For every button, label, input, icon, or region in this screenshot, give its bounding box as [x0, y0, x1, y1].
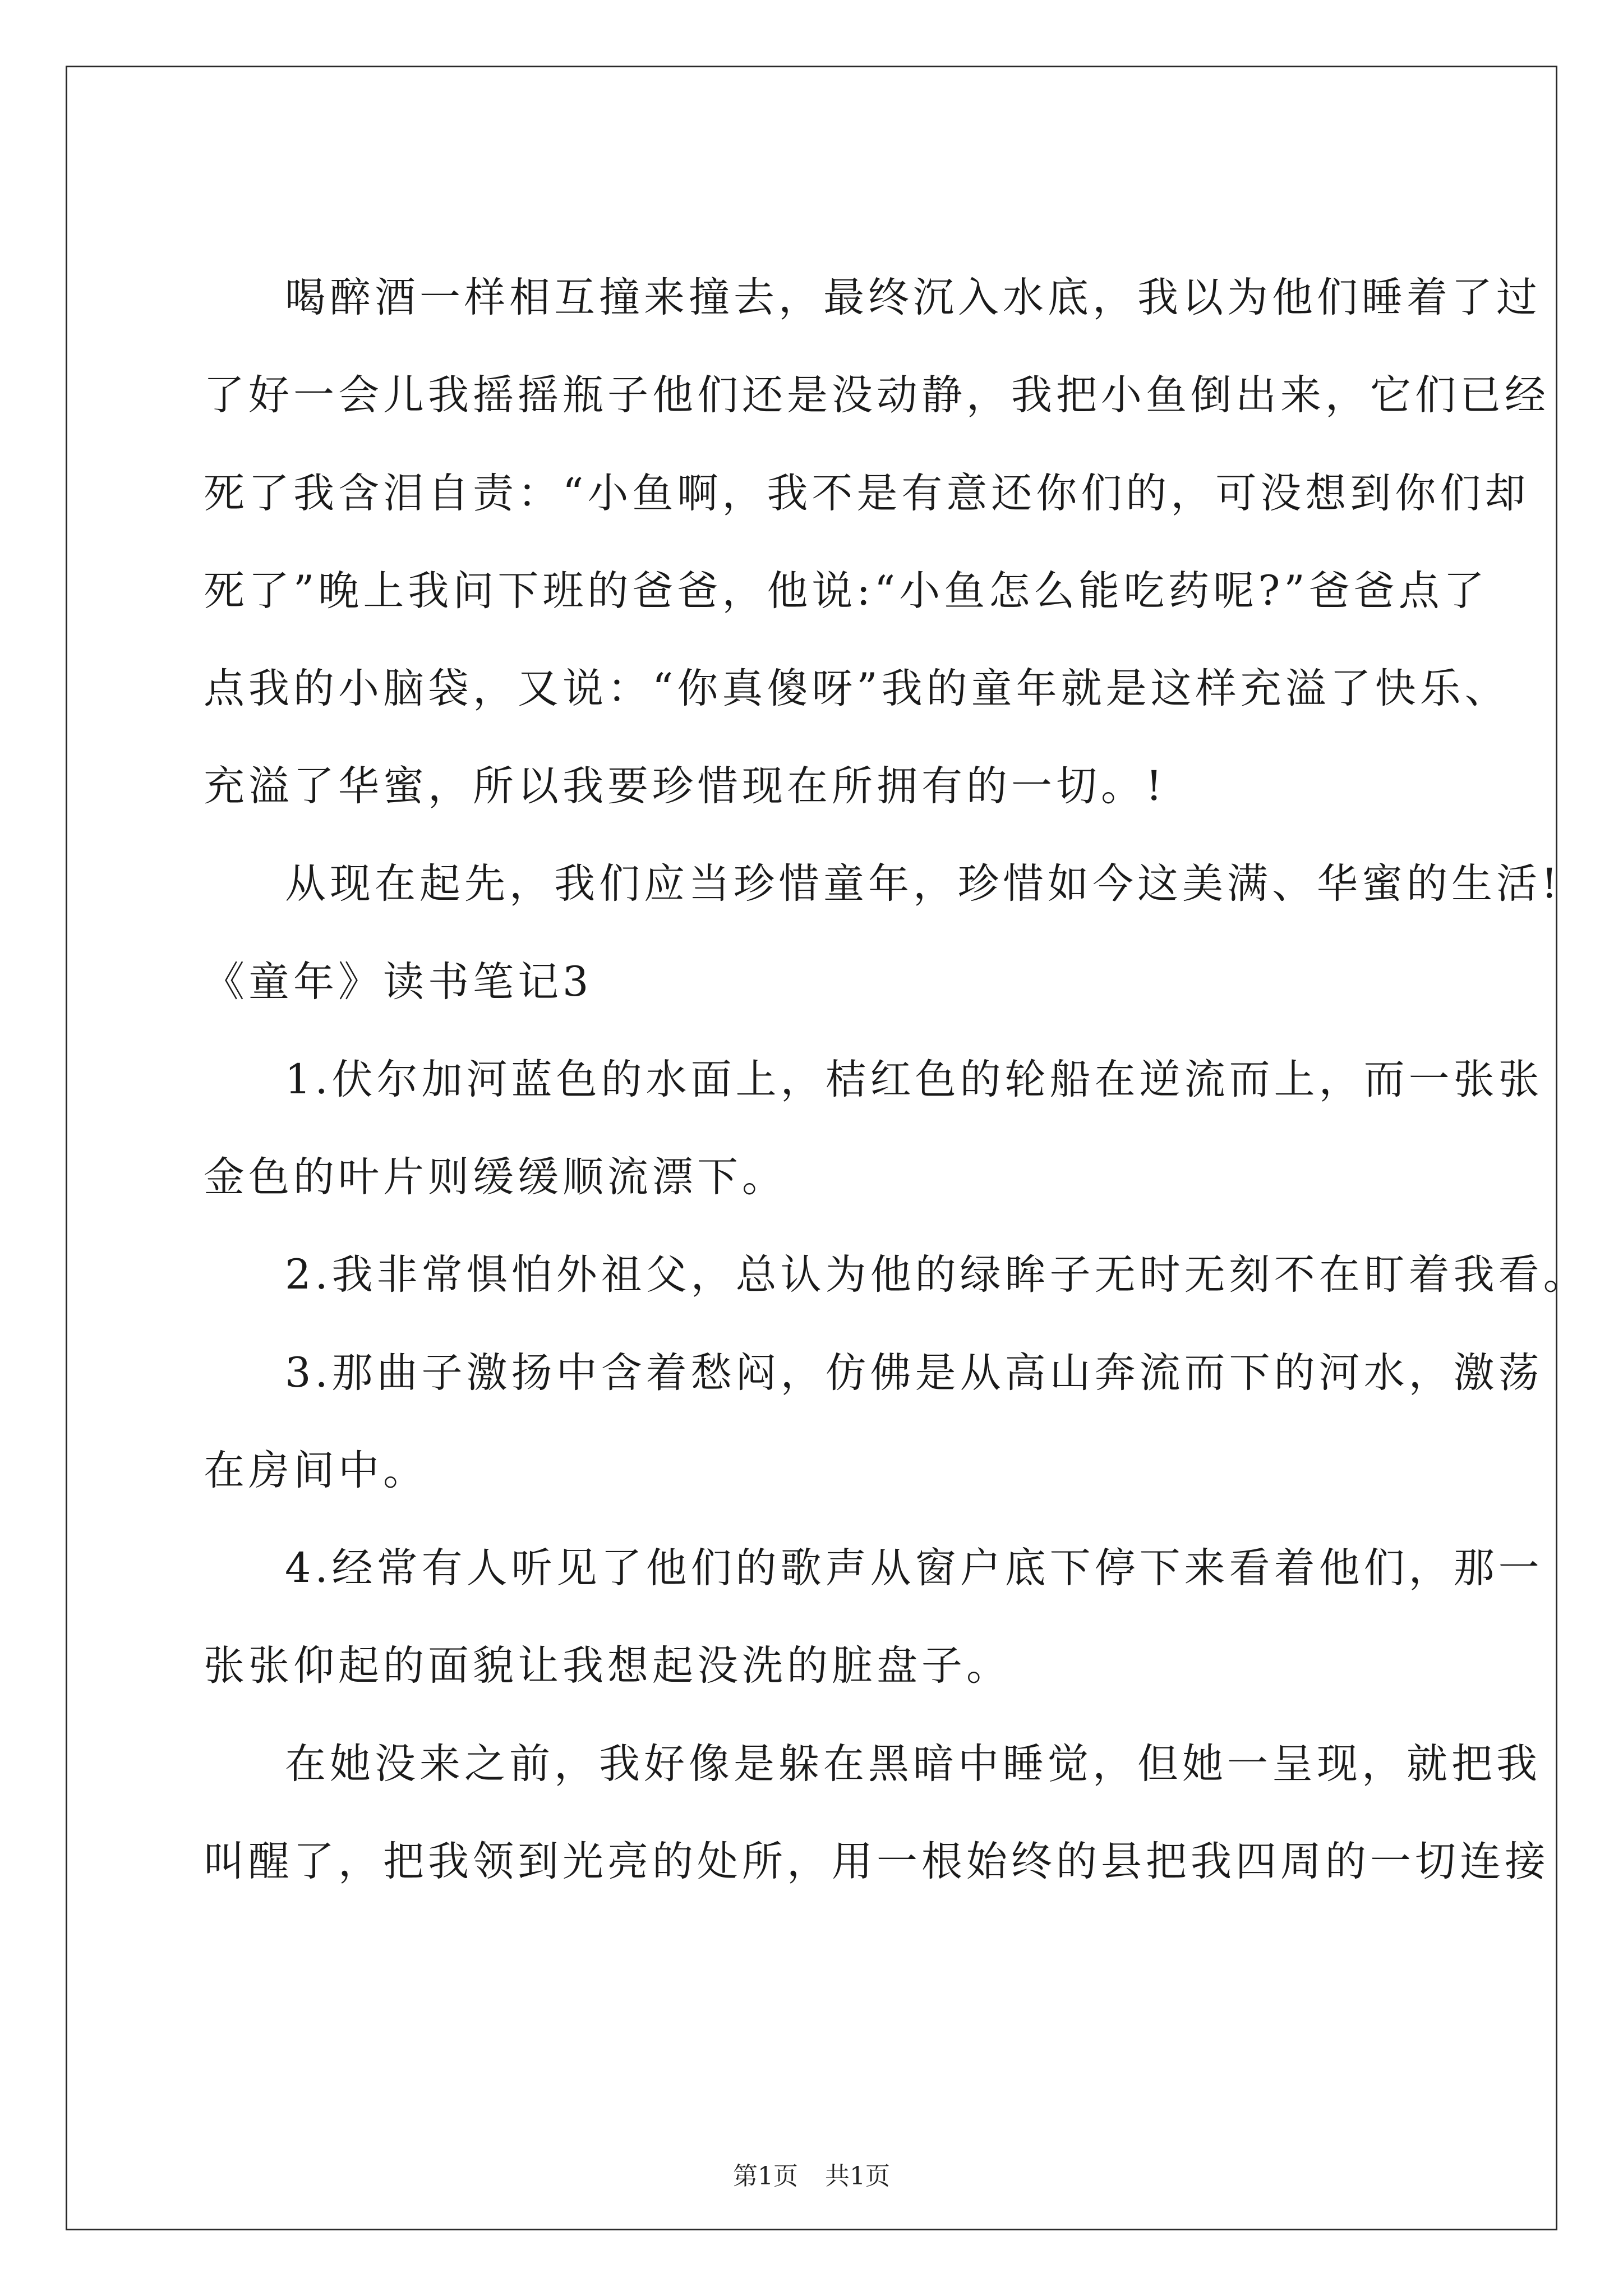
- text-line: 死了”晚上我问下班的爸爸，他说:“小鱼怎么能吃药呢?”爸爸点了: [204, 567, 1488, 615]
- page-number-total: 共1页: [825, 2162, 890, 2191]
- text-line: 点我的小脑袋，又说：“你真傻呀”我的童年就是这样充溢了快乐、: [204, 665, 1510, 712]
- document-body: [67, 67, 1588, 2229]
- text-line: 在她没来之前，我好像是躲在黑暗中睡觉，但她一呈现，就把我: [285, 1740, 1541, 1788]
- text-line: 了好一会儿我摇摇瓶子他们还是没动静，我把小鱼倒出来，它们已经: [204, 371, 1550, 419]
- text-line: 喝醉酒一样相互撞来撞去，最终沉入水底，我以为他们睡着了过: [285, 274, 1541, 321]
- text-line: 1.伏尔加河蓝色的水面上，桔红色的轮船在逆流而上，而一张张: [285, 1056, 1543, 1103]
- text-line: 金色的叶片则缓缓顺流漂下。: [204, 1153, 787, 1201]
- page-number-current: 第1页: [733, 2162, 798, 2191]
- text-line: 叫醒了，把我领到光亮的处所，用一根始终的县把我四周的一切连接: [204, 1838, 1550, 1885]
- text-line: 充溢了华蜜，所以我要珍惜现在所拥有的一切。!: [204, 762, 1166, 810]
- text-line: 张张仰起的面貌让我想起没洗的脏盘子。: [204, 1642, 1011, 1690]
- text-line: 4.经常有人听见了他们的歌声从窗户底下停下来看着他们，那一: [285, 1544, 1543, 1592]
- text-line: 2.我非常惧怕外祖父，总认为他的绿眸子无时无刻不在盯着我看。: [285, 1251, 1588, 1299]
- text-line: 死了我含泪自责：“小鱼啊，我不是有意还你们的，可没想到你们却: [204, 470, 1530, 517]
- text-line: 3.那曲子激扬中含着愁闷，仿佛是从高山奔流而下的河水，激荡: [285, 1349, 1543, 1397]
- text-line: 在房间中。: [204, 1447, 428, 1494]
- section-heading: 《童年》读书笔记3: [204, 958, 593, 1006]
- page-border: [66, 66, 1588, 2230]
- page-footer: [67, 2160, 1556, 2193]
- text-line: 从现在起先，我们应当珍惜童年，珍惜如今这美满、华蜜的生活!: [285, 860, 1562, 908]
